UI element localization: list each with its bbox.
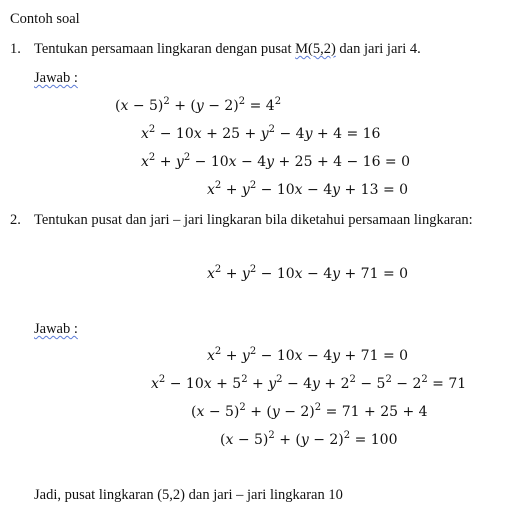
problem-1-text-before: Tentukan persamaan lingkaran dengan pusat: [34, 41, 296, 57]
equation-1-2: $x^2 - 10x + 25 + y^2 - 4y + 4 = 16$: [141, 124, 381, 142]
problem-2-answer-label: Jawab :: [34, 321, 78, 337]
problem-2: [10, 211, 473, 229]
heading: Contoh soal: [10, 11, 80, 27]
problem-1-center: M(5,2): [295, 41, 336, 57]
problem-2-number: 2.: [10, 212, 21, 228]
equation-1-4: $x^2 + y^2 - 10x - 4y + 13 = 0$: [207, 180, 409, 198]
equation-2-given: $x^2 + y^2 - 10x - 4y + 71 = 0$: [207, 264, 409, 282]
equation-1-1: $(x - 5)^2 + (y - 2)^2 = 4^2$: [115, 96, 282, 114]
problem-2-conclusion: Jadi, pusat lingkaran (5,2) dan jari – jari lingkaran 10: [34, 487, 343, 503]
problem-1-text-after: dan jari jari 4.: [335, 41, 421, 57]
equation-1-3: $x^2 + y^2 - 10x - 4y + 25 + 4 - 16 = 0$: [141, 152, 411, 170]
problem-1: [10, 40, 421, 58]
equation-2-2: $x^2 - 10x + 5^2 + y^2 - 4y + 2^2 - 5^2 - 2^2 = 71$: [151, 374, 467, 392]
equation-2-3: $(x - 5)^2 + (y - 2)^2 = 71 + 25 + 4$: [191, 402, 428, 420]
problem-1-answer-label: Jawab :: [34, 70, 78, 86]
equation-2-4: $(x - 5)^2 + (y - 2)^2 = 100$: [220, 430, 398, 448]
equation-2-1: $x^2 + y^2 - 10x - 4y + 71 = 0$: [207, 346, 409, 364]
problem-2-text: Tentukan pusat dan jari – jari lingkaran bila diketahui persamaan lingkaran:: [34, 212, 473, 228]
problem-1-number: 1.: [10, 41, 21, 57]
